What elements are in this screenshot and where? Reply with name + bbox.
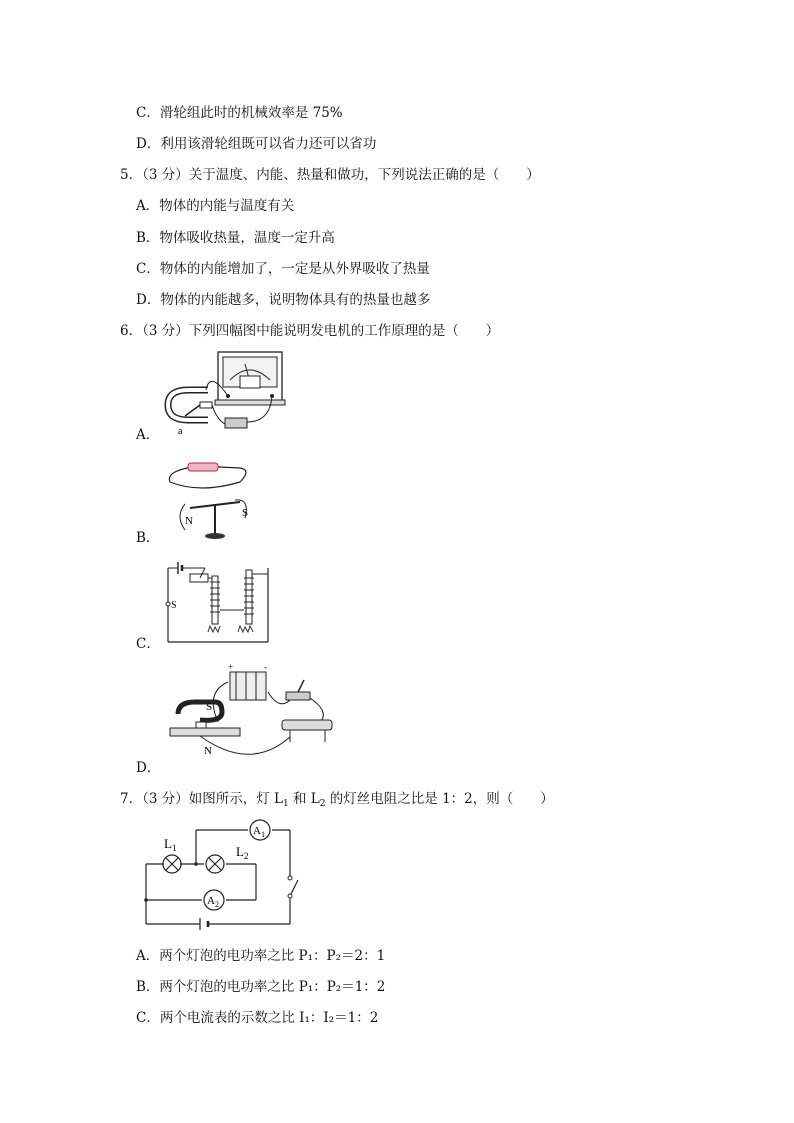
q5-option-b: B．物体吸收热量，温度一定升高 xyxy=(136,230,335,246)
q6-figure-a xyxy=(160,350,300,440)
q7-circuit-diagram xyxy=(140,818,310,936)
q7-option-a: A．两个灯泡的电功率之比 P₁：P₂＝2：1 xyxy=(136,948,386,964)
fig-c-label-s: S xyxy=(171,600,177,611)
q7-option-c: C．两个电流表的示数之比 I₁：I₂＝1：2 xyxy=(136,1010,379,1026)
fig-d-minus: - xyxy=(264,662,267,672)
q6-option-a: A． xyxy=(136,427,160,443)
q5-option-c: C．物体的内能增加了，一定是从外界吸收了热量 xyxy=(136,261,430,277)
q6-stem: 6．（3 分）下列四幅图中能说明发电机的工作原理的是（ ） xyxy=(120,323,500,339)
q6-figure-b xyxy=(160,460,260,545)
q5-option-d: D．物体的内能越多，说明物体具有的热量也越多 xyxy=(136,292,431,308)
fig-a-label-a: a xyxy=(178,426,183,437)
label-a1: $A_1$ xyxy=(253,825,265,839)
fig-b-label-n: N xyxy=(185,515,193,527)
fig-b-label-s: S xyxy=(242,507,249,519)
q6-figure-c xyxy=(160,560,270,650)
q6-figure-d xyxy=(160,662,340,770)
q6-option-d: D． xyxy=(136,760,161,776)
fig-d-plus: + xyxy=(228,662,234,672)
label-l2: $L_2$ xyxy=(236,844,249,861)
fig-d-label-n: N xyxy=(204,745,212,757)
q6-option-c: C． xyxy=(136,636,160,652)
q5-stem: 5．（3 分）关于温度、内能、热量和做功，下列说法正确的是（ ） xyxy=(120,167,540,183)
q6-option-b: B． xyxy=(136,530,160,546)
q4-option-d: D．利用该滑轮组既可以省力还可以省功 xyxy=(136,136,377,152)
q7-option-b: B．两个灯泡的电功率之比 P₁：P₂＝1：2 xyxy=(136,979,386,995)
label-a2: $A_2$ xyxy=(207,895,219,909)
q7-stem: 7．（3 分）如图所示，灯 $L_1$ 和 $L_2$ 的灯丝电阻之比是 1：2，则（ ） xyxy=(120,791,554,809)
fig-d-label-s: S xyxy=(206,701,213,713)
q5-option-a: A．物体的内能与温度有关 xyxy=(136,198,295,214)
q4-option-c: C．滑轮组此时的机械效率是 75% xyxy=(136,105,343,121)
label-l1: $L_1$ xyxy=(164,836,177,853)
